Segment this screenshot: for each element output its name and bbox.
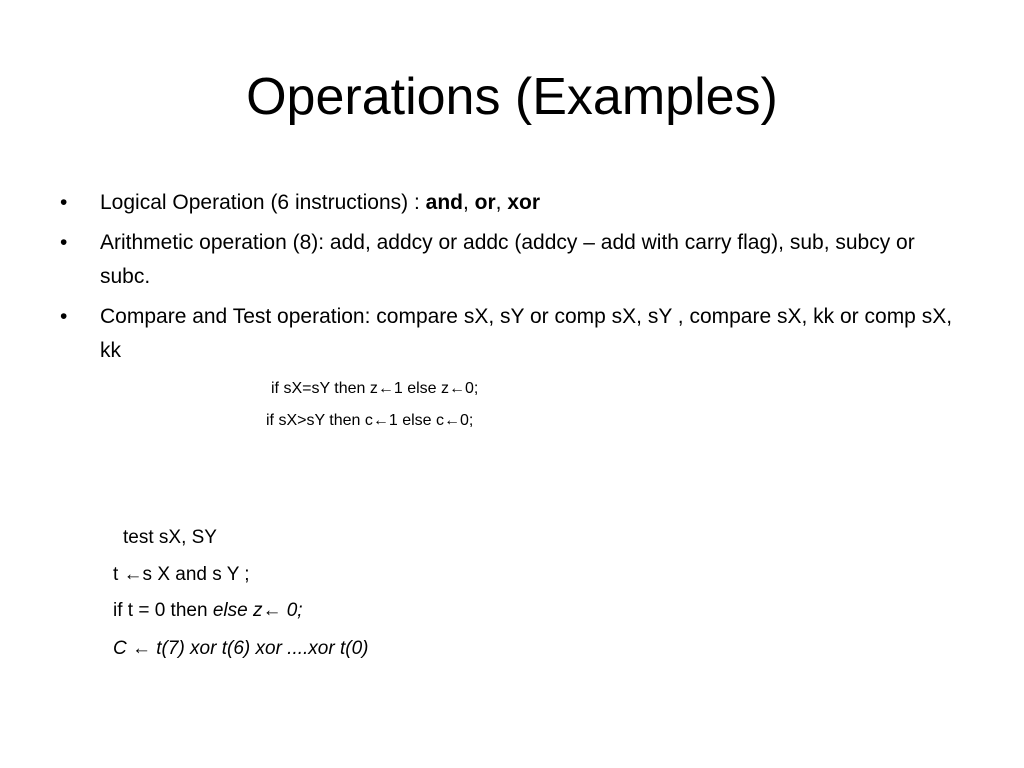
test-instruction-line: test sX, SY xyxy=(123,527,217,548)
bullet-list xyxy=(60,186,970,374)
compare-equal-line: if sX=sY then z←1 else z←0; xyxy=(271,380,479,397)
slide-title: Operations (Examples) xyxy=(246,68,778,126)
bullet-compare-test-operation xyxy=(60,300,970,368)
bullet-text: Arithmetic operation (8): add, addcy or addc (addcy – add with carry flag), sub, subcy or subc. xyxy=(100,231,915,288)
test-and-line: t ←s X and s Y ; xyxy=(113,564,250,585)
bullet-text: Logical Operation (6 instructions) : xyxy=(100,191,426,214)
bullet-glyph: • xyxy=(60,231,68,254)
bullet-arithmetic-operation xyxy=(60,226,970,294)
bullet-text: Compare and Test operation: compare sX, sY or comp sX, sY , compare sX, kk or comp sX, kk xyxy=(100,305,953,362)
test-carry-line: C ← t(7) xor t(6) xor ....xor t(0) xyxy=(113,638,369,659)
separator: , xyxy=(463,191,475,214)
bullet-glyph: • xyxy=(60,191,68,214)
test-if-normal: if t = 0 then xyxy=(113,600,213,621)
bullet-glyph: • xyxy=(60,305,68,328)
keyword-or: or xyxy=(474,191,496,214)
keyword-xor: xor xyxy=(507,191,541,214)
compare-greater-line: if sX>sY then c←1 else c←0; xyxy=(266,412,474,429)
keyword-and: and xyxy=(425,191,463,214)
bullet-logical-operation xyxy=(60,186,970,220)
test-if-italic: else z← 0; xyxy=(212,600,303,621)
separator: , xyxy=(495,191,508,214)
test-if-line xyxy=(113,598,303,624)
